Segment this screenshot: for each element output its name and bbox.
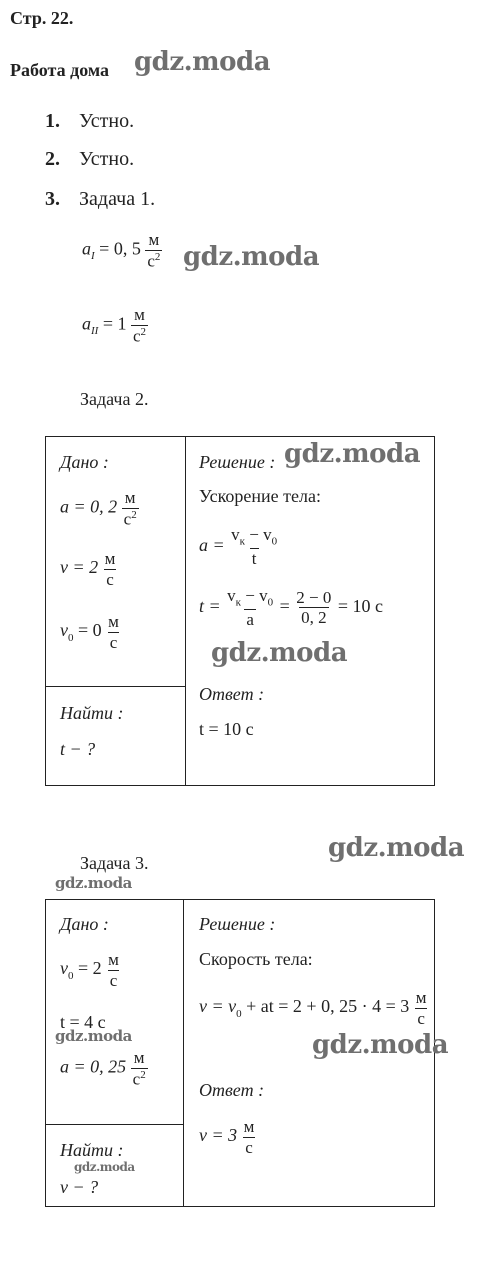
task3-solution-label: Решение : <box>199 914 276 934</box>
task2-solution-label: Решение : <box>199 452 276 472</box>
list-text: Задача 1. <box>79 188 156 210</box>
task3-solution-text: Скорость тела: <box>199 949 313 969</box>
task3-given-v0: $v_0 = 2$ $\frac{м}{с}$ <box>60 950 119 990</box>
list-text: Устно. <box>79 110 135 132</box>
task3-divider <box>183 899 184 1206</box>
task2-formula-2: t = $\frac{v_к - v_0}{a}$ = $\frac{2 - 0}{0, 2}$ = 10 с <box>199 586 383 630</box>
task2-answer-label: Ответ : <box>199 684 265 704</box>
task3-answer-label: Ответ : <box>199 1080 265 1100</box>
list-number: 1. <box>45 110 60 132</box>
watermark: gdz.moda <box>55 874 132 892</box>
task2-find-label: Найти : <box>60 703 124 723</box>
task3-find-label: Найти : <box>60 1140 124 1160</box>
task2-solution-text: Ускорение тела: <box>199 486 321 506</box>
list-number: 3. <box>45 188 60 210</box>
task3-answer: v = 3 $\frac{м}{с}$ <box>199 1117 255 1157</box>
task3-divider <box>45 1124 184 1125</box>
task2-divider <box>185 436 186 785</box>
list-item-1 <box>45 110 134 133</box>
task2-title: Задача 2. <box>80 389 149 409</box>
task2-answer: t = 10 с <box>199 719 254 739</box>
task2-divider <box>45 686 186 687</box>
task3-title: Задача 3. <box>80 853 149 873</box>
watermark: gdz.moda <box>312 1030 449 1060</box>
page-header: Стр. 22. <box>10 8 74 28</box>
list-number: 2. <box>45 148 60 170</box>
task1-formula-a1: $a_I = 0$, 5 $\frac{м}{с^2}$ <box>82 230 161 271</box>
task3-find: v − ? <box>60 1177 99 1197</box>
list-item-2 <box>45 148 134 171</box>
task3-given-t: t = 4 с <box>60 1012 106 1032</box>
task2-given-a: a = 0, 2 $\frac{м}{с^2}$ <box>60 488 137 529</box>
watermark: gdz.moda <box>328 833 465 863</box>
task2-given-v: v = 2 $\frac{м}{с}$ <box>60 549 116 589</box>
section-title: Работа дома <box>10 60 109 80</box>
watermark: gdz.moda <box>183 242 320 272</box>
task2-formula-1: a = $\frac{v_к - v_0}{t}$ <box>199 525 278 569</box>
task2-find: t − ? <box>60 739 96 759</box>
task1-formula-a2: $a_{II} = 1$ $\frac{м}{с^2}$ <box>82 305 147 346</box>
watermark: gdz.moda <box>74 1160 135 1174</box>
task2-given-v0: $v_0 = 0$ $\frac{м}{с}$ <box>60 612 119 652</box>
task3-given-label: Дано : <box>60 914 109 934</box>
task2-given-label: Дано : <box>60 452 109 472</box>
list-item-3 <box>45 188 155 211</box>
list-text: Устно. <box>79 148 135 170</box>
task3-given-a: a = 0, 25 $\frac{м}{с^2}$ <box>60 1048 146 1089</box>
watermark: gdz.moda <box>284 439 421 469</box>
watermark: gdz.moda <box>134 47 271 77</box>
watermark: gdz.moda <box>211 638 348 668</box>
watermark: gdz.moda <box>55 1027 132 1045</box>
task3-formula: $v = v_0$ + at = 2 + 0, 25 · 4 = 3 $\frac{м}{с}$ <box>199 988 427 1028</box>
